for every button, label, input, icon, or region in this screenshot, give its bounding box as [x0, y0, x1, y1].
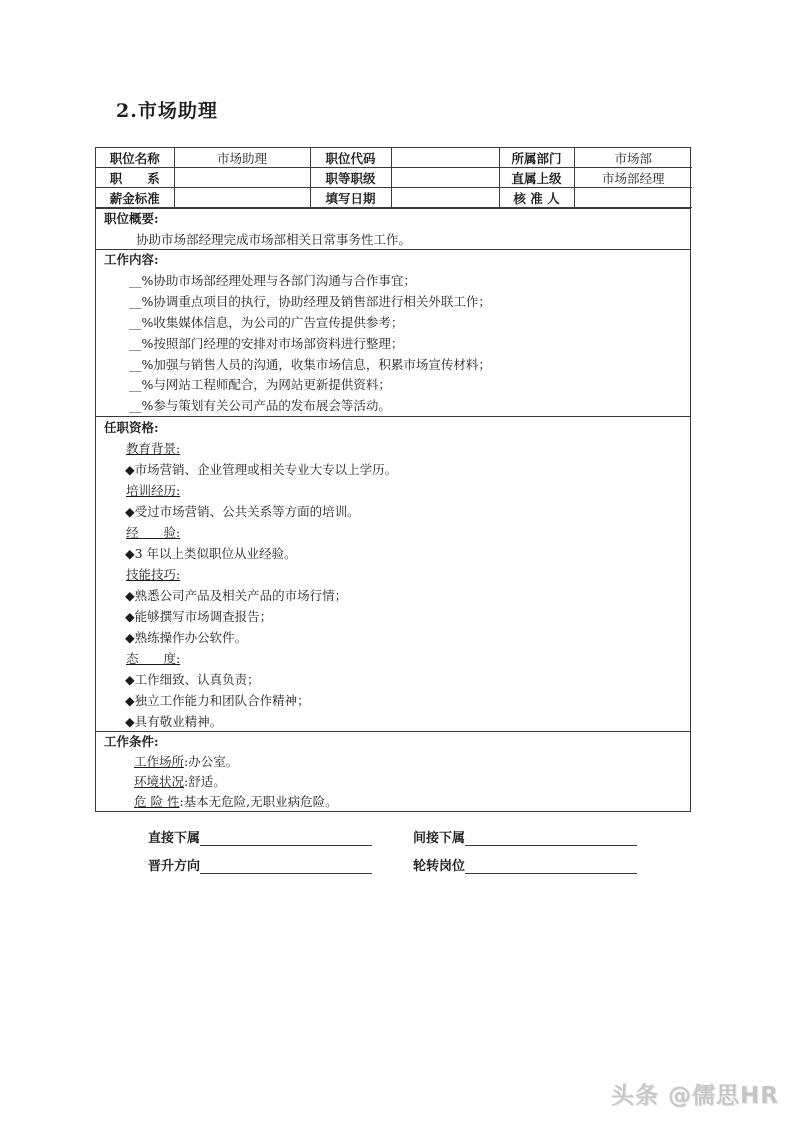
- qual-item: ◆工作细致、认真负责；: [125, 672, 260, 687]
- field-label-fill-date: 填写日期: [310, 188, 391, 208]
- condition-item-risk: [96, 792, 690, 812]
- duty-item: __%参与策划有关公司产品的发布展会等活动。: [129, 398, 391, 414]
- field-indirect-subordinates: [413, 827, 637, 846]
- condition-label: 环境状况: [134, 774, 185, 789]
- section-job-summary: [96, 208, 690, 249]
- field-promotion-direction: [148, 855, 372, 874]
- duty-item: __%收集媒体信息，为公司的广告宣传提供参考；: [129, 314, 404, 330]
- fill-in-blank: [465, 858, 637, 874]
- field-label-salary-standard: 薪金标准: [96, 188, 174, 208]
- table-row: [96, 188, 692, 208]
- qual-item: ◆受过市场营销、公共关系等方面的培训。: [125, 504, 360, 519]
- field-value-direct-superior: 市场部经理: [574, 168, 692, 188]
- duty-item: __%协调重点项目的执行，协助经理及销售部进行相关外联工作；: [129, 293, 491, 309]
- condition-label: 工作场所: [134, 754, 185, 769]
- footer-fields: [95, 818, 691, 874]
- field-value-position-name: 市场助理: [174, 148, 310, 168]
- field-rotation-position: [413, 855, 637, 874]
- header-table: [96, 148, 692, 208]
- section-heading: 职位概要:: [104, 211, 159, 226]
- field-label: 晋升方向: [148, 859, 201, 874]
- duty-item: __%按照部门经理的安排对市场部资料进行整理；: [129, 335, 404, 351]
- field-value-fill-date: [391, 188, 499, 208]
- fill-in-blank: [465, 830, 637, 846]
- condition-text: :基本无危险,无职业病危险。: [179, 794, 338, 809]
- qual-item: ◆熟练操作办公软件。: [125, 630, 248, 645]
- field-label: 轮转岗位: [413, 859, 466, 874]
- field-label: 直接下属: [148, 831, 201, 846]
- field-label-job-family: 职 系: [96, 168, 174, 188]
- field-label-position-code: 职位代码: [310, 148, 391, 168]
- field-label-job-grade: 职等职级: [310, 168, 391, 188]
- field-label: 间接下属: [413, 831, 466, 846]
- qual-item: ◆市场营销、企业管理或相关专业大专以上学历。: [125, 462, 398, 477]
- field-direct-subordinates: [148, 827, 372, 846]
- field-value-department: 市场部: [574, 148, 692, 168]
- qual-subtitle-skills: 技能技巧:: [126, 567, 181, 582]
- qual-item: ◆能够撰写市场调查报告；: [125, 609, 273, 624]
- field-value-position-code: [391, 148, 499, 168]
- table-row: [96, 148, 692, 168]
- section-work-conditions: [96, 731, 690, 811]
- section-qualifications: [96, 416, 690, 731]
- field-value-salary-standard: [174, 188, 310, 208]
- duty-item: __%协助市场部经理处理与各部门沟通与合作事宜；: [129, 272, 416, 288]
- qual-subtitle-training: 培训经历:: [126, 483, 181, 498]
- condition-item-workplace: [96, 752, 690, 772]
- qual-subtitle-education: 教育背景:: [126, 441, 181, 456]
- qual-item: ◆3 年以上类似职位从业经验。: [125, 546, 297, 561]
- summary-text: 协助市场部经理完成市场部相关日常事务性工作。: [136, 231, 412, 247]
- qual-item: ◆独立工作能力和团队合作精神；: [125, 693, 310, 708]
- condition-item-environment: [96, 772, 690, 792]
- qual-item: ◆具有敬业精神。: [125, 714, 223, 729]
- qual-subtitle-attitude: 态 度:: [126, 651, 181, 666]
- table-row: [96, 168, 692, 188]
- qual-subtitle-experience: 经 验:: [126, 525, 181, 540]
- footer-row: [95, 818, 691, 846]
- field-value-job-grade: [391, 168, 499, 188]
- job-description-form: [95, 147, 691, 812]
- field-label-approver: 核 准 人: [499, 188, 574, 208]
- qual-item: ◆熟悉公司产品及相关产品的市场行情；: [125, 588, 348, 603]
- field-label-direct-superior: 直属上级: [499, 168, 574, 188]
- condition-text: :办公室。: [184, 754, 239, 769]
- footer-row: [95, 846, 691, 874]
- section-work-content: [96, 249, 690, 416]
- duty-item: __%与网站工程师配合，为网站更新提供资料；: [129, 377, 391, 393]
- page-title: 2.市场助理: [116, 100, 218, 122]
- section-heading: 工作内容:: [104, 252, 159, 267]
- condition-label: 危 险 性: [134, 794, 180, 809]
- fill-in-blank: [200, 858, 372, 874]
- duty-item: __%加强与销售人员的沟通，收集市场信息，积累市场宣传材料；: [129, 356, 491, 372]
- fill-in-blank: [200, 830, 372, 846]
- field-value-job-family: [174, 168, 310, 188]
- section-heading: 任职资格:: [104, 420, 159, 435]
- field-label-position-name: 职位名称: [96, 148, 174, 168]
- section-heading: 工作条件:: [104, 734, 159, 749]
- field-label-department: 所属部门: [499, 148, 574, 168]
- field-value-approver: [574, 188, 692, 208]
- watermark: 头条 @儒思HR: [611, 1083, 779, 1109]
- condition-text: :舒适。: [184, 774, 226, 789]
